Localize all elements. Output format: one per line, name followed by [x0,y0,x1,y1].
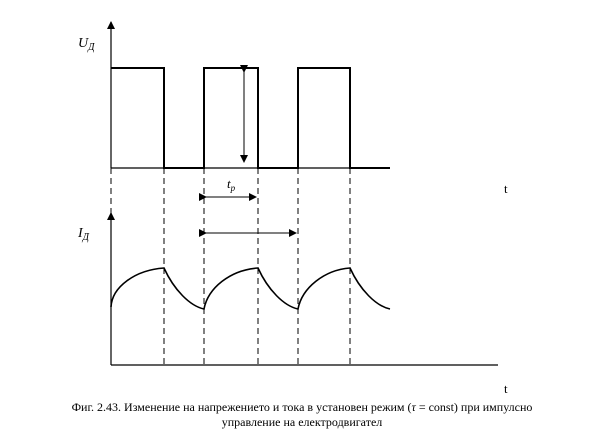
time-label-top: t [504,181,508,196]
current-waveform [111,268,390,309]
dashed-guides [111,168,350,365]
voltage-axis-label: $U_Д$ [78,36,95,53]
pulse-duration-label: $t_p$ [227,176,236,193]
current-axis-label: $I_Д$ [78,226,90,243]
time-label-bottom: t [504,381,508,396]
caption-line-1: Фиг. 2.43. Изменение на напрежението и тока в установен режим (τ = const) при импулсно [71,400,533,414]
figure-caption [30,400,574,430]
voltage-pulse-train [111,68,390,168]
caption-line-2: управление на електродвигател [221,415,383,429]
